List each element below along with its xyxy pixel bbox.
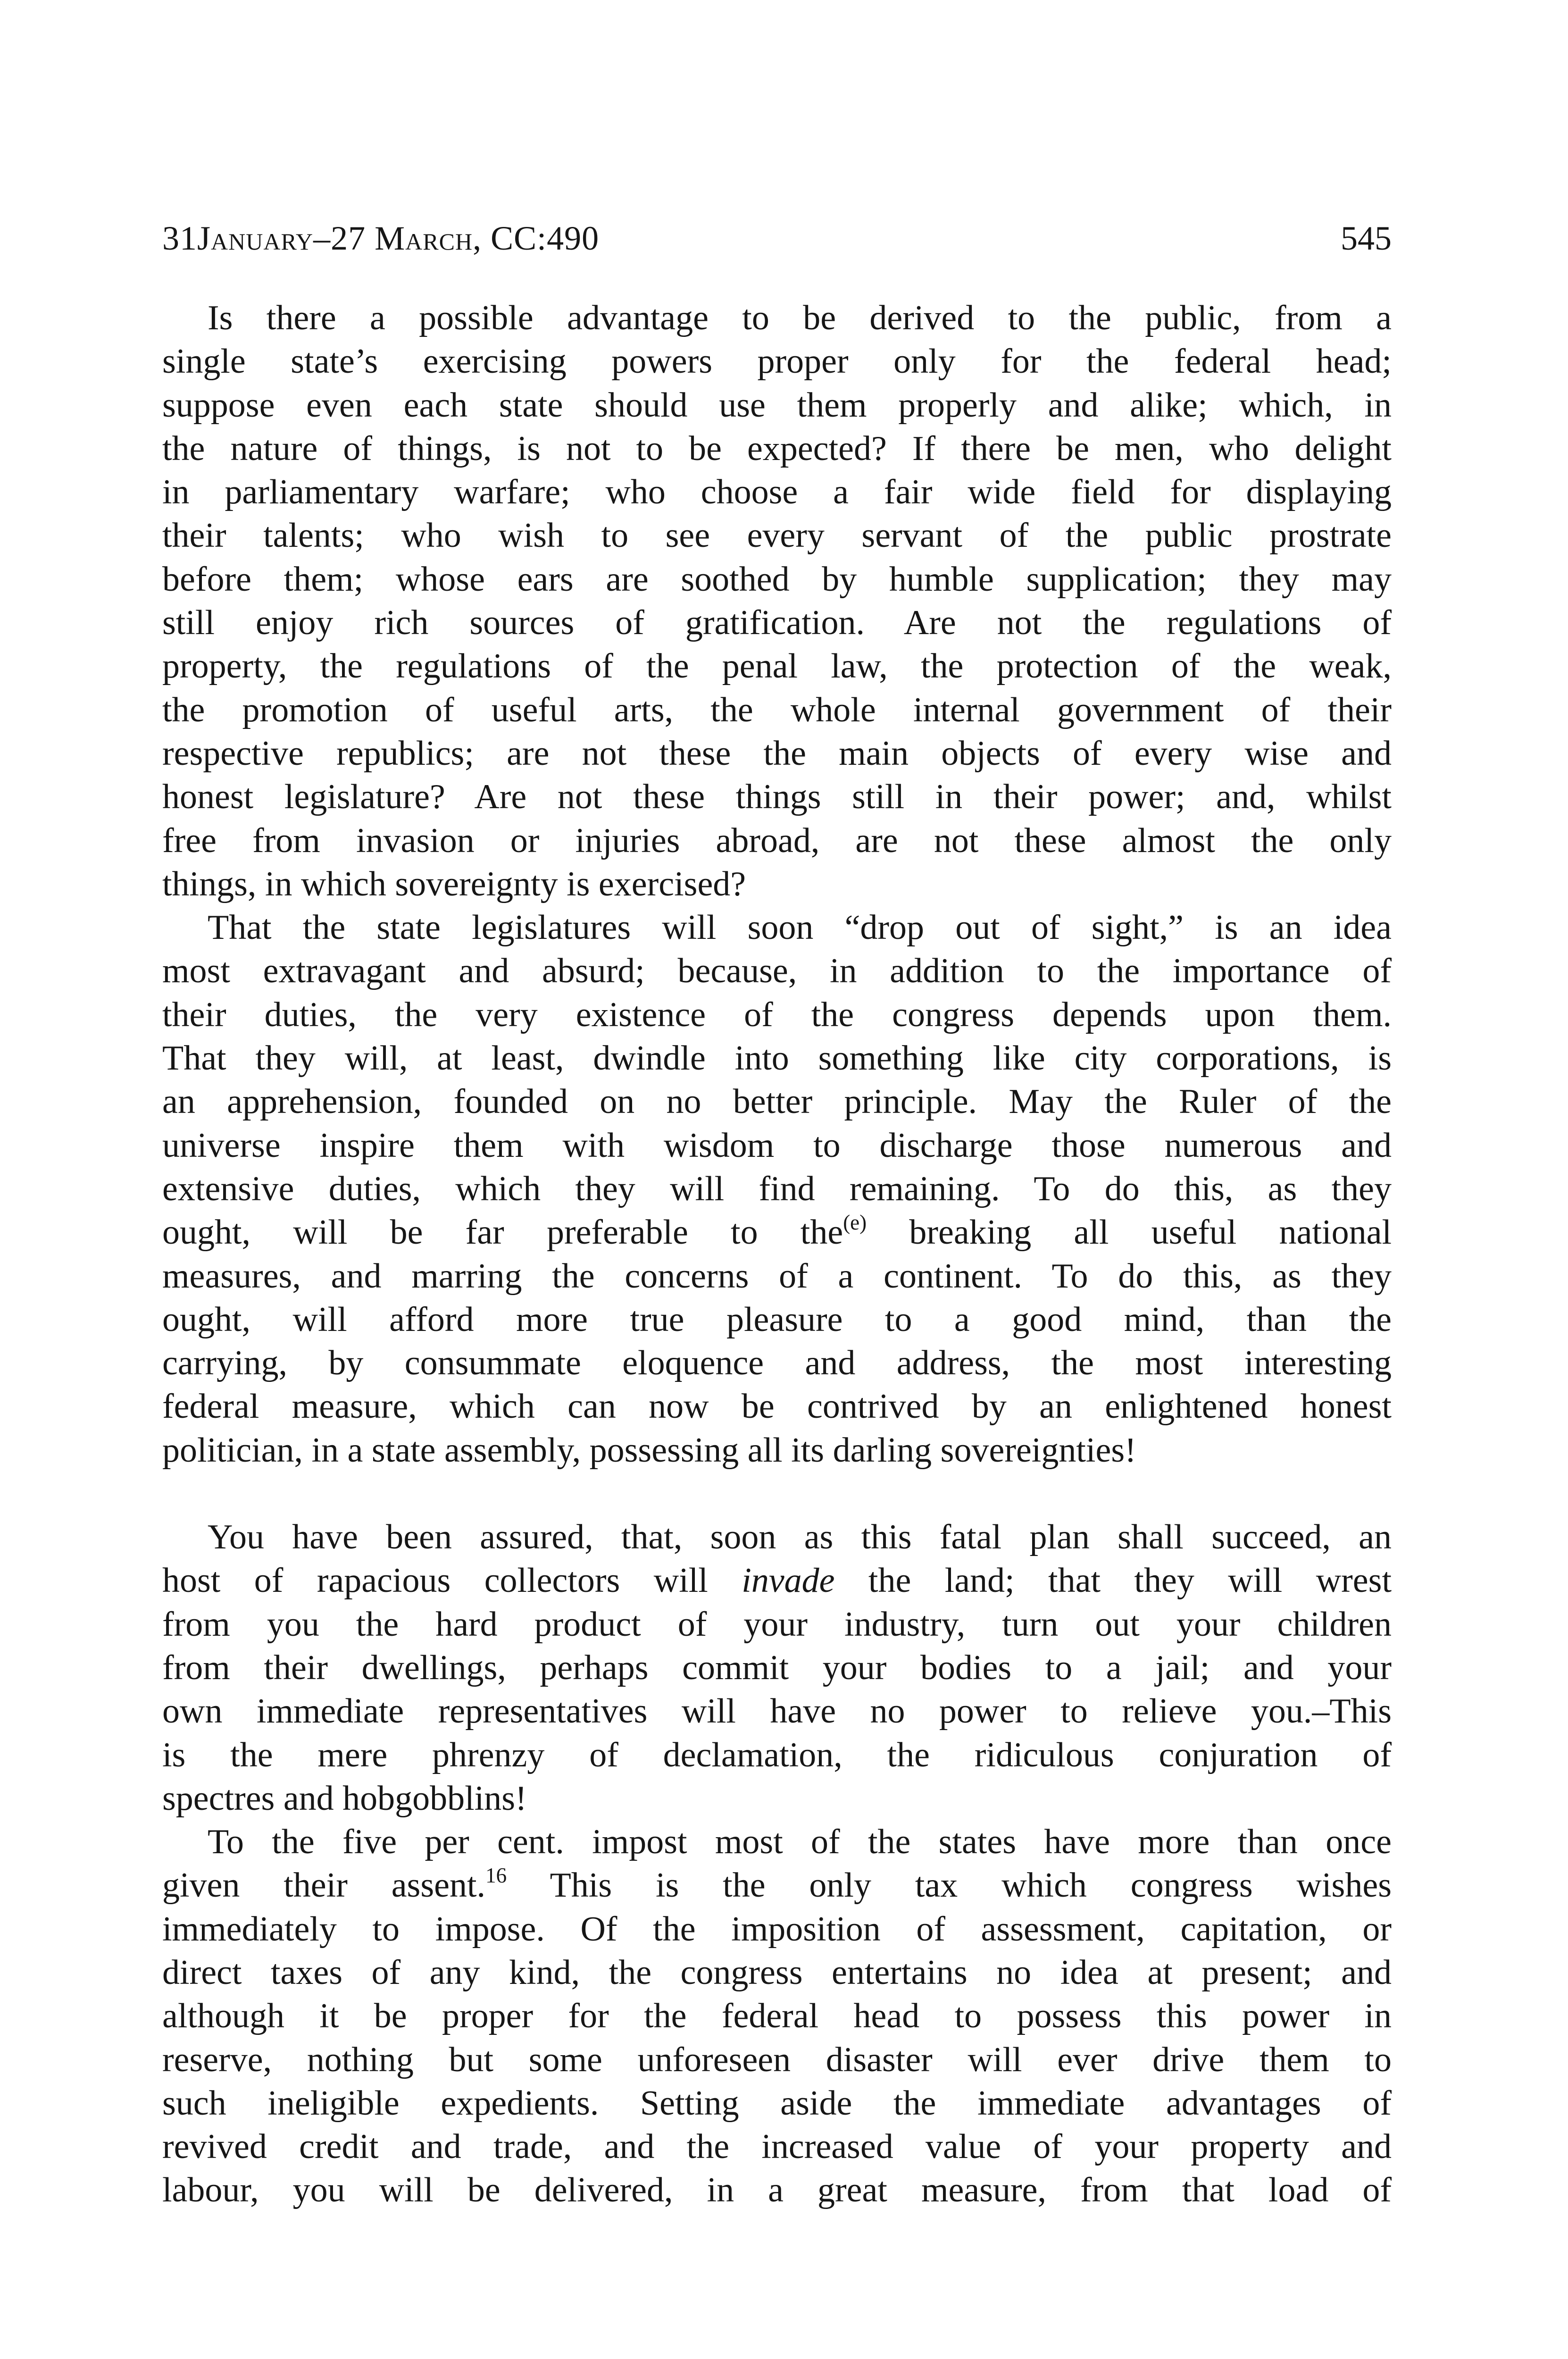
- text-segment: breaking all useful national: [867, 1213, 1392, 1252]
- section-break: [162, 1472, 1392, 1515]
- text-line: such ineligible expedients. Setting aside the immediate advantages of: [162, 2083, 1392, 2123]
- text-line: property, the regulations of the penal law, the protection of the weak,: [162, 647, 1392, 686]
- paragraph: [162, 1515, 1392, 1820]
- text-line: That the state legislatures will soon “drop out of sight,” is an idea: [208, 908, 1392, 947]
- editorial-note-marker: (e): [843, 1211, 867, 1235]
- text-line: although it be proper for the federal head to possess this power in: [162, 1997, 1392, 2036]
- text-line: things, in which sovereignty is exercised?: [162, 864, 746, 903]
- text-line: [162, 1864, 1392, 1907]
- text-line: is the mere phrenzy of declamation, the ridiculous conjuration of: [162, 1735, 1392, 1774]
- text-line: the nature of things, is not to be expected? If there be men, who delight: [162, 429, 1392, 468]
- body-text: [162, 296, 1392, 2212]
- text-line: spectres and hobgobblins!: [162, 1779, 527, 1818]
- text-line: measures, and marring the concerns of a continent. To do this, as they: [162, 1256, 1392, 1296]
- text-segment: ought, will be far preferable to the: [162, 1213, 843, 1252]
- text-line: [162, 1211, 1392, 1254]
- text-line: from their dwellings, perhaps commit your bodies to a jail; and your: [162, 1648, 1392, 1687]
- text-line: suppose even each state should use them properly and alike; which, in: [162, 385, 1392, 425]
- text-line: from you the hard product of your industry, turn out your children: [162, 1605, 1392, 1644]
- text-line: single state’s exercising powers proper only for the federal head;: [162, 342, 1392, 381]
- page-number: 545: [1341, 219, 1392, 257]
- text-line: federal measure, which can now be contrived by an enlightened honest: [162, 1387, 1392, 1426]
- text-line: in parliamentary warfare; who choose a fair wide field for displaying: [162, 473, 1392, 512]
- paragraph: [162, 296, 1392, 906]
- text-line: an apprehension, founded on no better principle. May the Ruler of the: [162, 1082, 1392, 1121]
- start-day: 31: [162, 219, 197, 257]
- text-line: You have been assured, that, soon as this fatal plan shall succeed, an: [208, 1518, 1392, 1557]
- text-line: honest legislature? Are not these things still in their power; and, whilst: [162, 778, 1392, 817]
- text-line: respective republics; are not these the main objects of every wise and: [162, 734, 1392, 773]
- text-line: extensive duties, which they will find remaining. To do this, as they: [162, 1169, 1392, 1208]
- text-segment: given their assent.: [162, 1866, 486, 1905]
- text-line: most extravagant and absurd; because, in addition to the importance of: [162, 952, 1392, 991]
- running-head: [162, 212, 1392, 264]
- paragraph: [162, 906, 1392, 1472]
- text-line: To the five per cent. impost most of the states have more than once: [208, 1823, 1392, 1862]
- text-line: ought, will afford more true pleasure to a good mind, than the: [162, 1300, 1392, 1339]
- text-line: their duties, the very existence of the congress depends upon them.: [162, 995, 1392, 1034]
- date-dash: –27: [313, 219, 375, 257]
- running-head-date-range: [162, 212, 599, 264]
- start-month: January: [197, 219, 314, 257]
- text-line: That they will, at least, dwindle into something like city corporations, is: [162, 1039, 1392, 1078]
- text-line: the promotion of useful arts, the whole internal government of their: [162, 690, 1392, 729]
- text-line: politician, in a state assembly, possessing all its darling sovereignties!: [162, 1430, 1136, 1470]
- text-line: Is there a possible advantage to be derived to the public, from a: [208, 299, 1392, 337]
- text-line: carrying, by consummate eloquence and address, the most interesting: [162, 1344, 1392, 1383]
- text-segment: This is the only tax which congress wishes: [507, 1866, 1392, 1905]
- text-segment: host of rapacious collectors will: [162, 1561, 742, 1600]
- entry-reference: , CC:490: [473, 219, 600, 257]
- text-line: reserve, nothing but some unforeseen disaster will ever drive them to: [162, 2040, 1392, 2079]
- text-line: free from invasion or injuries abroad, are not these almost the only: [162, 821, 1392, 860]
- text-line: universe inspire them with wisdom to discharge those numerous and: [162, 1126, 1392, 1165]
- footnote-marker: 16: [485, 1864, 507, 1888]
- text-segment: the land; that they will wrest: [834, 1561, 1392, 1600]
- text-line: revived credit and trade, and the increased value of your property and: [162, 2127, 1392, 2167]
- text-line: before them; whose ears are soothed by humble supplication; they may: [162, 560, 1392, 599]
- text-line: direct taxes of any kind, the congress entertains no idea at present; and: [162, 1953, 1392, 1992]
- emphasized-word: invade: [742, 1561, 835, 1600]
- paragraph: [162, 1820, 1392, 2212]
- text-line: immediately to impose. Of the imposition of assessment, capitation, or: [162, 1909, 1392, 1949]
- text-line: their talents; who wish to see every servant of the public prostrate: [162, 516, 1392, 555]
- text-line: still enjoy rich sources of gratification. Are not the regulations of: [162, 603, 1392, 643]
- text-line: own immediate representatives will have no power to relieve you.–This: [162, 1692, 1392, 1731]
- end-month: March: [375, 219, 473, 257]
- text-line: labour, you will be delivered, in a great measure, from that load of: [162, 2171, 1392, 2210]
- text-line: [162, 1559, 1392, 1602]
